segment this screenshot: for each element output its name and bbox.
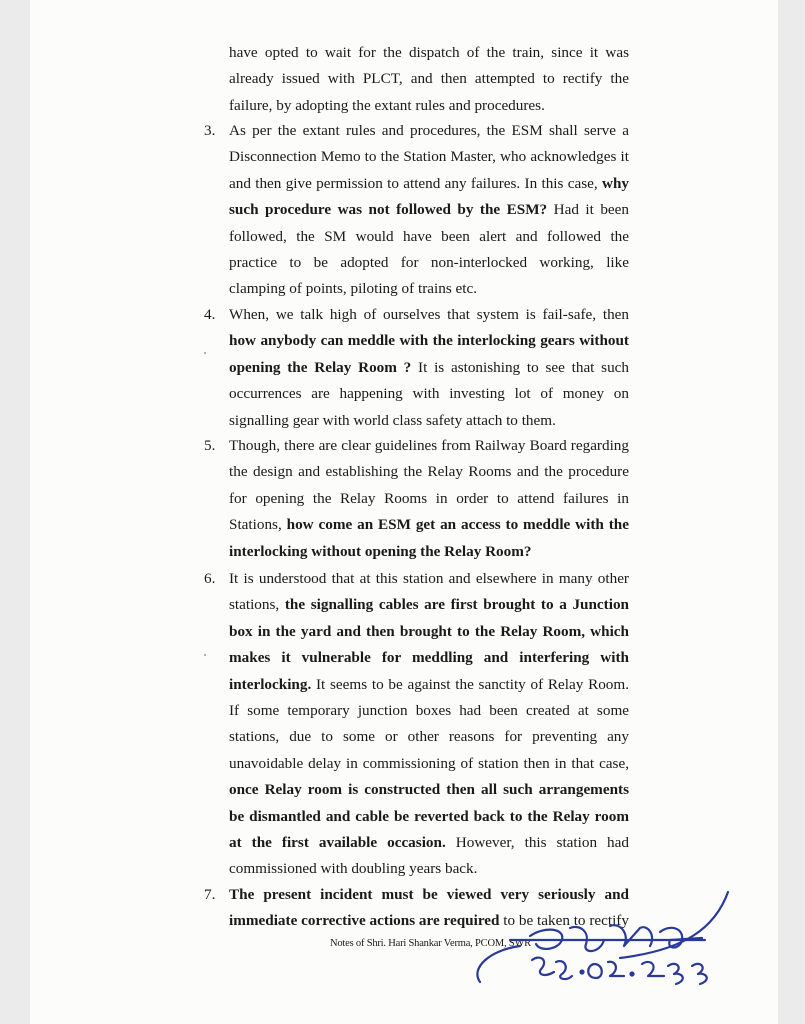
continuation-paragraph: have opted to wait for the dispatch of the train, since it was already issued with PLCT, and then attempted to rectify the failure, by adopting the extant rules and procedures. [229,44,629,114]
item-text [229,433,629,565]
signature-stroke [588,964,602,978]
item-number: 7. [204,886,216,903]
bold-text-run: once Relay room is constructed then all such arrangements be dismantled and cable be reverted back to the Relay room at the first available occasion. [229,781,629,852]
text-run: As per the extant rules and procedures, the ESM shall serve a Disconnection Memo to the Station Master, who acknowledges it and then give permission to attend any failures. In this case, [229,122,629,192]
text-run: It is understood that at this station and elsewhere in many other stations, [229,570,629,614]
text-run: It seems to be against the sanctity of Relay Room. If some temporary junction boxes had been created at some stations, due to some or other reasons for preventing any unavoidable delay in commissioning of station then in that case, [229,675,629,772]
signature-stroke [532,958,554,975]
signature-stroke [668,964,683,984]
footer-note: Notes of Shri. Hari Shankar Verma, PCOM, SWR [330,938,531,949]
text-run: Had it been followed, the SM would have been alert and followed the practice to be adopted for non-interlocked working, like clamping of points, piloting of trains etc. [229,201,629,298]
bold-text-run: how anybody can meddle with the interlocking gears without opening the Relay Room ? [229,332,629,376]
bold-text-run: the signalling cables are first brought to a Junction box in the yard and then brought to the Relay Room, which makes it vulnerable for meddling and interfering with interlocking. [229,596,629,693]
signature-stroke [642,962,664,976]
signature-stroke [692,964,707,984]
handwritten-signature [470,888,740,998]
signature-stroke [477,946,520,982]
scan-speck [204,654,206,656]
text-run: Though, there are clear guidelines from Railway Board regarding the design and establishing the Relay Rooms and the procedure for opening the Relay Rooms in order to attend failures in Stations, [229,437,629,534]
bold-text-run: why such procedure was not followed by the ESM? [229,174,629,219]
signature-dot [581,971,584,974]
signature-stroke [610,925,652,946]
signature-stroke [556,961,572,979]
bold-text-run: The present incident must be viewed very seriously and immediate corrective actions are required [229,886,629,930]
signature-stroke [660,928,702,948]
text-run: to be taken to rectify [499,912,629,930]
item-text [229,118,629,303]
text-run: It is astonishing to see that such occurrences are happening with investing lot of money on signalling gear with world class safety attach to them. [229,358,629,429]
item-number: 4. [204,306,216,323]
signature-stroke [608,962,624,976]
text-run: However, this station had commissioned with doubling years back. [229,834,629,878]
text-run: When, we talk high of ourselves that system is fail-safe, then [229,306,629,323]
item-number: 6. [204,570,216,587]
item-text [229,566,629,883]
scan-speck [204,352,206,354]
item-number: 3. [204,122,216,139]
signature-dot [631,973,634,976]
item-text [229,302,629,434]
item-number: 5. [204,437,216,454]
bold-text-run: how come an ESM get an access to meddle with the interlocking without opening the Relay Room? [229,516,629,560]
